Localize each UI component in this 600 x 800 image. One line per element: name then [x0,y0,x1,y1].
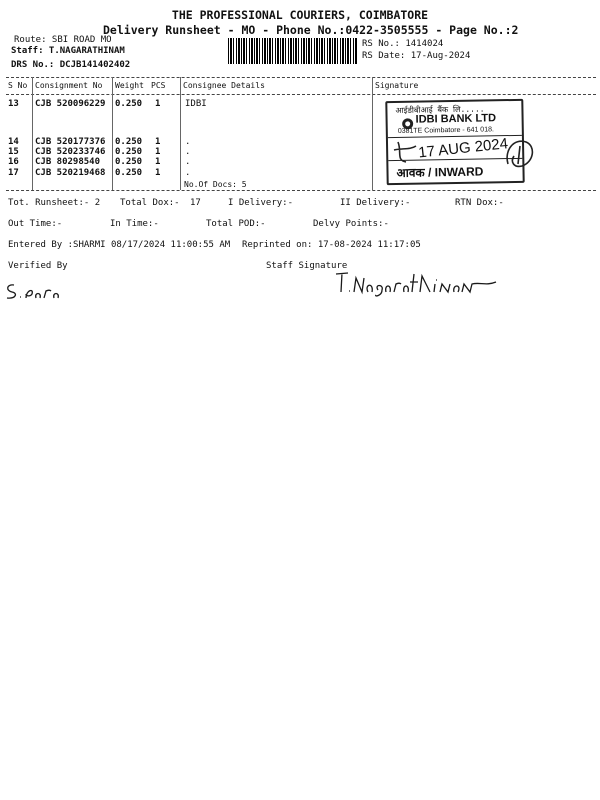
table-row-consignment: CJB 520219468 [35,168,106,178]
col-header-sno: S No [8,81,28,90]
table-row-details: . [185,168,191,178]
staff-handwritten-signature [334,268,500,298]
table-row-consignment: CJB 520177376 [35,137,106,147]
table-row-details: . [185,157,191,167]
verified-signature [4,280,64,302]
table-row-consignment: CJB 520096229 [35,99,106,109]
document-title: THE PROFESSIONAL COURIERS, COIMBATORE [171,8,429,22]
staff-label: Staff: T.NAGARATHINAM [11,46,125,56]
table-row-weight: 0.250 [115,168,143,178]
table-row-pcs: 1 [155,137,161,147]
table-row-weight: 0.250 [115,137,143,147]
table-row-consignment: CJB 520233746 [35,147,106,157]
staff-signature-label: Staff Signature [266,261,348,271]
initials-signature-icon [500,134,540,174]
col-header-pcs: PCS [151,81,166,90]
col-header-consignee: Consignee Details [183,81,265,90]
verified-by-label: Verified By [8,261,68,271]
table-row-details: IDBI [185,99,207,109]
drs-number: DRS No.: DCJB141402402 [11,60,131,70]
total-dox-label: Total Dox:- [120,198,180,208]
table-row-sno: 17 [8,168,19,178]
col-divider [372,77,373,190]
i-delivery: I Delivery:- [228,198,294,208]
in-time: In Time:- [110,219,159,229]
table-top-rule [6,77,596,78]
table-row-details: . [185,147,191,157]
no-of-docs: No.Of Docs: 5 [184,180,247,189]
table-row-sno: 15 [8,147,19,157]
col-divider [180,77,181,190]
reprinted-on: Reprinted on: 17-08-2024 11:17:05 [242,240,421,250]
barcode [228,38,358,64]
table-row-pcs: 1 [155,99,161,109]
col-header-weight: Weight [115,81,144,90]
col-header-consignment: Consignment No [35,81,103,90]
col-header-signature: Signature [375,81,419,90]
table-row-pcs: 1 [155,168,161,178]
delvy-points: Delvy Points:- [313,219,389,229]
table-bottom-rule [6,190,596,191]
stamp-inward: आवक / INWARD [396,164,484,181]
table-row-sno: 14 [8,137,19,147]
rtn-dox: RTN Dox:- [455,198,504,208]
stamp-scribble-icon [392,138,422,166]
table-row-sno: 13 [8,99,19,109]
col-divider [32,77,33,190]
table-row-weight: 0.250 [115,147,143,157]
stamp-branch: 0381TE Coimbatore - 641 018. [397,126,494,135]
stamp-bank-name: IDBI BANK LTD [415,112,497,126]
table-row-weight: 0.250 [115,99,143,109]
out-time: Out Time:- [8,219,63,229]
table-row-consignment: CJB 80298540 [35,157,101,167]
rs-date: RS Date: 17-Aug-2024 [362,51,471,61]
table-row-sno: 16 [8,157,19,167]
total-dox-value: 17 [190,198,201,208]
table-row-details: . [185,137,191,147]
document-subtitle: Delivery Runsheet - MO - Phone No.:0422-3505555 - Page No.:2 [103,23,519,37]
stamp-hindi-heading: आईडीबीआई बैंक लि..... [395,104,485,116]
col-divider [112,77,113,190]
ii-delivery: II Delivery:- [340,198,411,208]
table-row-weight: 0.250 [115,157,143,167]
stamp-date: 17 AUG 2024 [417,135,509,162]
rs-number: RS No.: 1414024 [362,39,444,49]
table-row-pcs: 1 [155,147,161,157]
total-pod: Total POD:- [206,219,266,229]
entered-by: Entered By :SHARMI 08/17/2024 11:00:55 AM [8,240,231,250]
route-label: Route: SBI ROAD MO [14,35,112,45]
total-runsheet: Tot. Runsheet:- 2 [8,198,101,208]
table-header-rule [6,94,596,95]
table-row-pcs: 1 [155,157,161,167]
